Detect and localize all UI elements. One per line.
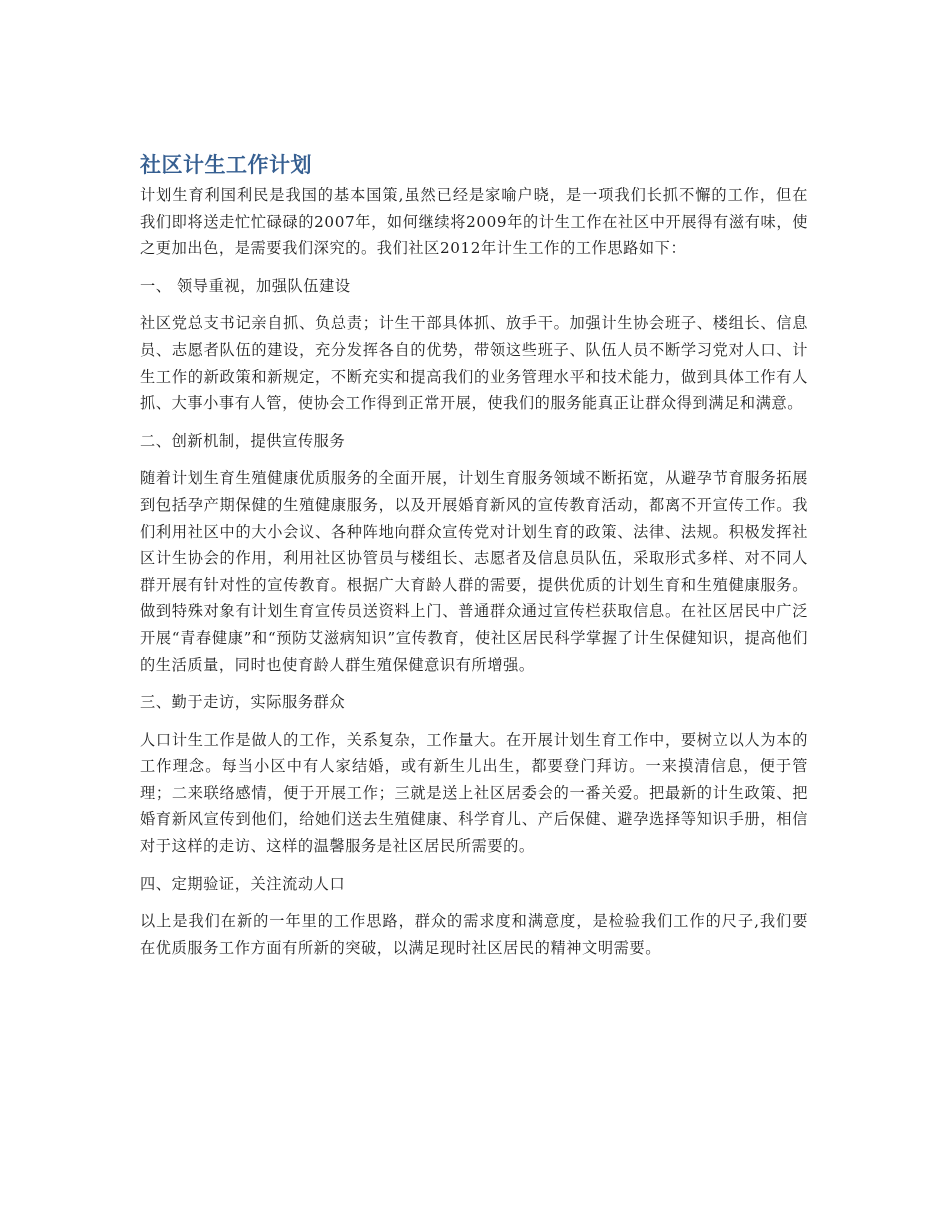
- document-title: 社区计生工作计划: [140, 153, 312, 177]
- section-3-body: 人口计生工作是做人的工作，关系复杂，工作量大。在开展计划生育工作中，要树立以人为本的工作理念。每当小区中有人家结婚，或有新生儿出生，都要登门拜访。一来摸清信息，便于管理；二来联络感情，便于开展工作；三就是送上社区居委会的一番关爱。把最新的计生政策、把婚育新风宣传到他们，给她们送去生殖健康、科学育儿、产后保健、避孕选择等知识手册，相信对于这样的走访、这样的温馨服务是社区居民所需要的。: [140, 730, 808, 856]
- intro-paragraph: 计划生育利国利民是我国的基本国策,虽然已经是家喻户晓，是一项我们长抓不懈的工作，但在我们即将送走忙忙碌碌的2007年，如何继续将2009年的计生工作在社区中开展得有滋有味，使之更加出色，是需要我们深究的。我们社区2012年计生工作的工作思路如下：: [140, 186, 808, 258]
- document-page: [140, 148, 808, 972]
- section-2-body: 随着计划生育生殖健康优质服务的全面开展，计划生育服务领域不断拓宽，从避孕节育服务拓展到包括孕产期保健的生殖健康服务，以及开展婚育新风的宣传教育活动，都离不开宣传工作。我们利用社区中的大小会议、各种阵地向群众宣传党对计划生育的政策、法律、法规。积极发挥社区计生协会的作用，利用社区协管员与楼组长、志愿者及信息员队伍，采取形式多样、对不同人群开展有针对性的宣传教育。根据广大育龄人群的需要，提供优质的计划生育和生殖健康服务。做到特殊对象有计划生育宣传员送资料上门、普通群众通过宣传栏获取信息。在社区居民中广泛开展“青春健康”和“预防艾滋病知识”宣传教育，使社区居民科学掌握了计生保健知识，提高他们的生活质量，同时也使育龄人群生殖保健意识有所增强。: [140, 469, 808, 674]
- section-3-heading: 三、勤于走访，实际服务群众: [140, 693, 346, 712]
- section-4-heading: 四、定期验证，关注流动人口: [140, 874, 346, 893]
- section-4-body: 以上是我们在新的一年里的工作思路，群众的需求度和满意度，是检验我们工作的尺子,我们要在优质服务工作方面有所新的突破，以满足现时社区居民的精神文明需要。: [140, 912, 808, 957]
- section-2-heading: 二、创新机制，提供宣传服务: [140, 431, 346, 450]
- section-1-body: 社区党总支书记亲自抓、负总责；计生干部具体抓、放手干。加强计生协会班子、楼组长、信息员、志愿者队伍的建设，充分发挥各自的优势，带领这些班子、队伍人员不断学习党对人口、计生工作的新政策和新规定，不断充实和提高我们的业务管理水平和技术能力，做到具体工作有人抓、大事小事有人管，使协会工作得到正常开展，使我们的服务能真正让群众得到满足和满意。: [140, 314, 808, 413]
- section-1-heading: 一、 领导重视，加强队伍建设: [140, 276, 351, 295]
